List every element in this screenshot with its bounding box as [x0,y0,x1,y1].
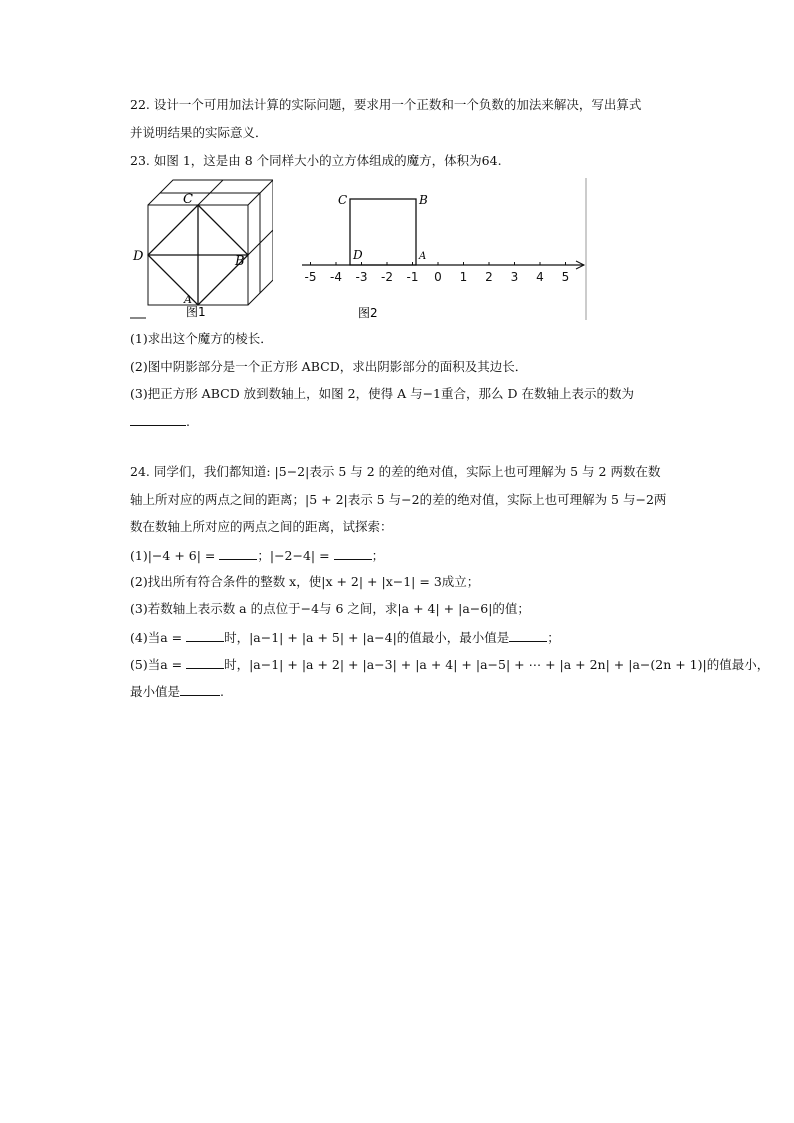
q24-part4-b: 时，|a−1| + |a + 5| + |a−4|的值最小，最小值是 [224,630,510,645]
q23-part3-end: . [186,414,190,429]
fig1-caption: 图1 [186,305,206,319]
fig2-label-c: C [338,193,348,207]
q24-part5-c: 最小值是 [130,684,181,699]
q23-stem: 23. 如图 1，这是由 8 个同样大小的立方体组成的魔方，体积为64. [130,153,502,168]
fig1-label-c: C [183,192,193,207]
fig2-caption: 图2 [358,306,378,320]
fig1-label-a: A [184,293,192,306]
number-line-tick-label: -4 [330,270,342,284]
answer-blank[interactable] [186,656,224,669]
q22-line2: 并说明结果的实际意义． [130,125,268,140]
fig1-label-b: B [235,254,245,269]
q24-part4-c: ； [547,630,560,645]
number-line-tick-label: 1 [459,270,468,284]
fig2-label-d: D [353,248,363,262]
q23-part3: (3)把正方形 ABCD 放到数轴上，如图 2，使得 A 与−1重合，那么 D 在数轴上表示的数为 [130,386,634,401]
q24-part5-b: 时，|a−1| + |a + 2| + |a−3| + |a + 4| + |a−5| + ⋯ + |a + 2n| + |a−(2n + 1)|的值最小， [224,657,770,672]
answer-blank[interactable] [130,413,186,426]
figure-2-number-line [300,178,590,323]
q24-part3: (3)若数轴上表示数 a 的点位于−4与 6 之间，求|a + 4| + |a−6|的值； [130,601,530,616]
q23-part1: (1)求出这个魔方的棱长． [130,331,273,346]
number-line-tick-label: -5 [304,270,317,284]
number-line-tick-label: -1 [406,270,419,284]
number-line-tick-label: 0 [434,270,442,284]
q24-part4-a: (4)当a = [130,630,187,645]
number-line-tick-label: -3 [355,270,368,284]
q23-part3-answer [130,413,190,430]
answer-blank[interactable] [180,683,220,696]
number-line-tick-label: 5 [561,270,570,284]
q24-part5-cont [130,683,224,700]
q24-part2: (2)找出所有符合条件的整数 x，使|x + 2| + |x−1| = 3成立； [130,574,480,589]
q24-line3: 数在数轴上所对应的两点之间的距离，试探索： [130,519,393,534]
q24-line2: 轴上所对应的两点之间的距离；|5 + 2|表示 5 与−2的差的绝对值，实际上也可理解为 5 与−2两 [130,492,667,507]
q24-part4 [130,629,560,646]
answer-blank[interactable] [509,629,547,642]
q24-part1-b: ；|−2−4| = [257,548,334,563]
answer-blank[interactable] [219,547,257,560]
q24-part1-c: ； [371,548,385,563]
q24-part1 [130,547,384,564]
number-line-tick-label: 2 [485,270,493,284]
answer-blank[interactable] [186,629,224,642]
q24-part5-a: (5)当a = [130,657,187,672]
fig2-label-b: B [419,193,428,207]
number-line-tick-label: -2 [381,270,393,284]
q22-line1: 22. 设计一个可用加法计算的实际问题，要求用一个正数和一个负数的加法来解决，写出算式 [130,97,642,112]
q24-line1: 24. 同学们，我们都知道: |5−2|表示 5 与 2 的差的绝对值，实际上也可理解为 5 与 2 两数在数 [130,464,661,479]
number-line-tick-label: 4 [536,270,544,284]
q24-part1-a: (1)|−4 + 6| = [130,548,220,563]
q24-part5 [130,656,769,673]
figure-1-cube [128,172,273,322]
answer-blank[interactable] [334,547,372,560]
q24-part5-d: . [220,684,224,699]
fig2-label-a: A [419,251,427,262]
q23-part2: (2)图中阴影部分是一个正方形 ABCD，求出阴影部分的面积及其边长． [130,359,528,374]
number-line-tick-label: 3 [510,270,519,284]
fig1-label-d: D [133,249,144,264]
